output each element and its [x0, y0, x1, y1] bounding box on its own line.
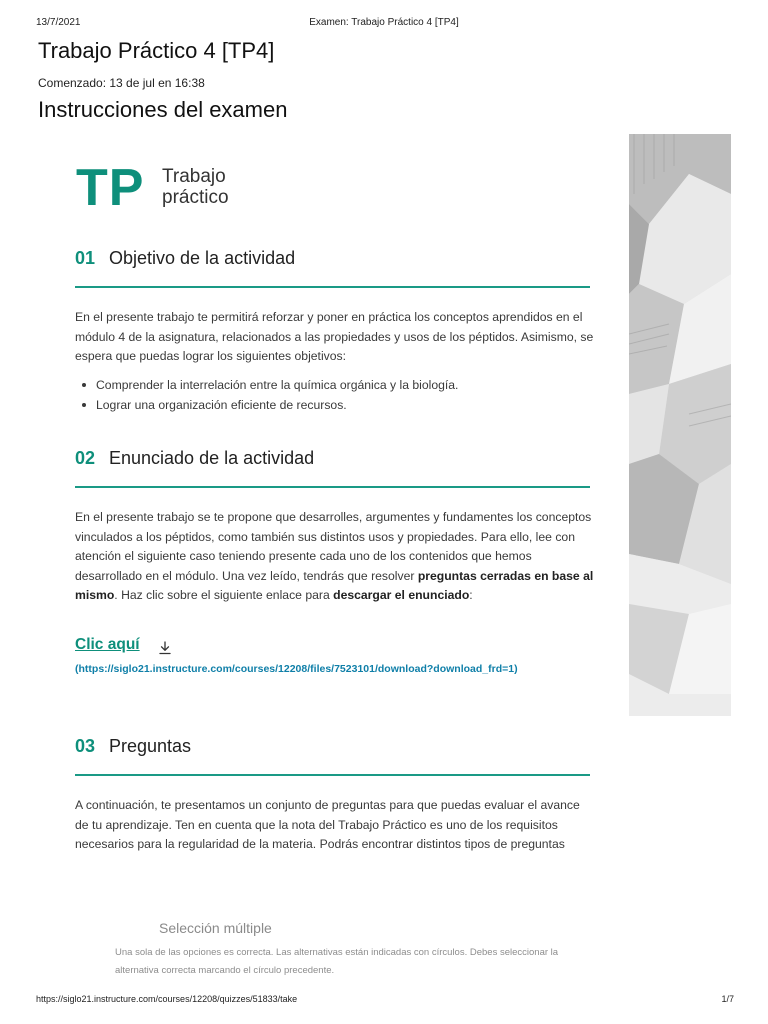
quiz-started: Comenzado: 13 de jul en 16:38 [38, 76, 205, 90]
statement-bold-text: preguntas cerradas en base al mismo [75, 568, 594, 602]
section-questions-text: A continuación, te presentamos un conjunto de preguntas para que puedas evaluar el avance de tu aprendizaje. Ten en cuenta que la nota del Trabajo Práctico es uno de los requisitos necesarios para la regularidad de la materia. Podrás encontrar distintos tipos de preguntas [75, 798, 580, 851]
section-divider [75, 774, 590, 776]
print-page-number: 1/7 [721, 994, 734, 1004]
section-number: 02 [75, 448, 96, 468]
instructions-title: Instrucciones del examen [38, 97, 288, 122]
quiz-title: Trabajo Práctico 4 [TP4] [38, 38, 275, 63]
abstract-pattern-image [629, 134, 731, 716]
section-objective-text: En el presente trabajo te permitirá reforzar y poner en práctica los conceptos aprendidos en el módulo 4 de la asignatura, relacionados a las propiedades y usos de los péptidos. Asimismo, se espera que puedas lograr los siguientes objetivos: [75, 310, 594, 363]
tp-logo-line2: práctico [162, 187, 229, 208]
print-date: 13/7/2021 [36, 17, 81, 28]
print-footer-url: https://siglo21.instructure.com/courses/12208/quizzes/51833/take [36, 994, 298, 1004]
download-statement-link[interactable]: Clic aquí [75, 636, 140, 653]
statement-bold-text: descargar el enunciado [333, 588, 470, 602]
objectives-list [78, 375, 598, 415]
question-type-heading: Selección múltiple [159, 920, 272, 936]
section-title: Enunciado de la actividad [109, 448, 315, 468]
list-item: Lograr una organización eficiente de recursos. [78, 395, 598, 415]
list-item: Comprender la interrelación entre la química orgánica y la biología. [78, 375, 598, 395]
section-number: 03 [75, 736, 96, 756]
section-divider [75, 286, 590, 288]
section-title: Preguntas [109, 736, 192, 756]
statement-text-part: En el presente trabajo se te propone que desarrolles, argumentes y fundamentes los conceptos vinculados a los péptidos, como también sus distintos usos y propiedades. Para ello, lee con atención el siguiente caso teniendo presente cada uno de los contenidos que hemos desarrollado en el módulo. Una vez leído, tendrás que resolver [75, 510, 592, 583]
section-number: 01 [75, 248, 96, 268]
tp-logo-letters: TP [76, 159, 145, 217]
tp-logo-words [162, 166, 282, 208]
section-title: Objetivo de la actividad [109, 248, 296, 268]
tp-logo-line1: Trabajo [162, 166, 226, 187]
print-doc-title: Examen: Trabajo Práctico 4 [TP4] [309, 17, 459, 28]
question-type-description: Una sola de las opciones es correcta. Las alternativas están indicadas con círculos. Debes seleccionar la alternativa correcta marcando el círculo precedente. [115, 947, 559, 976]
download-icon[interactable] [158, 641, 172, 655]
statement-text-part: . Haz clic sobre el siguiente enlace para [114, 588, 334, 602]
statement-text-part: : [469, 588, 473, 602]
download-url-text: (https://siglo21.instructure.com/courses/12208/files/7523101/download?download_frd=1) [75, 663, 518, 675]
decorative-photo [629, 134, 731, 716]
section-statement-text [75, 508, 595, 606]
section-divider [75, 486, 590, 488]
